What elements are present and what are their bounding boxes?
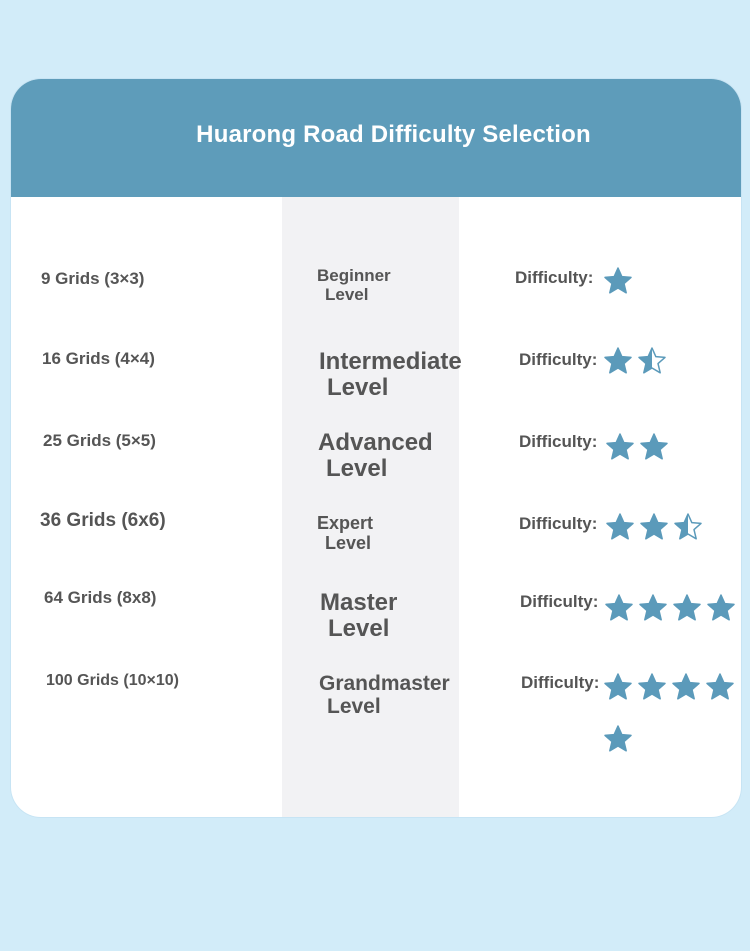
star-icon: [603, 724, 633, 754]
star-icon: [604, 593, 634, 623]
star-icon: [605, 512, 635, 542]
level-name-line1: Advanced: [318, 429, 433, 456]
level-name: [319, 672, 450, 718]
level-name-line1: Beginner: [317, 266, 391, 285]
star-icon: [605, 432, 635, 462]
page-title: Huarong Road Difficulty Selection: [196, 121, 591, 148]
level-name-line1: Grandmaster: [319, 672, 450, 695]
grid-size-label: 25 Grids (5×5): [43, 431, 156, 450]
star-icon: [639, 512, 669, 542]
level-name-line2: Level: [325, 532, 372, 553]
grid-size-label: 36 Grids (6x6): [40, 510, 166, 531]
difficulty-label: Difficulty:: [519, 432, 598, 451]
difficulty-label: Difficulty:: [521, 673, 600, 692]
star-icon: [639, 432, 669, 462]
half-star-icon: [637, 346, 667, 376]
level-name: [317, 514, 373, 554]
difficulty-label: Difficulty:: [519, 350, 598, 369]
level-name-line2: Level: [327, 695, 381, 719]
star-icon: [638, 593, 668, 623]
star-icon: [671, 672, 701, 702]
level-name-line2: Level: [327, 374, 389, 402]
difficulty-card: [11, 79, 741, 817]
difficulty-label: Difficulty:: [515, 268, 594, 287]
grid-size-label: 16 Grids (4×4): [42, 349, 155, 368]
card-header: [11, 79, 741, 197]
level-name-line1: Intermediate: [319, 348, 462, 375]
star-icon: [603, 346, 633, 376]
level-name: [317, 267, 391, 304]
level-name: [320, 590, 397, 643]
level-name: [319, 349, 462, 402]
grid-size-label: 9 Grids (3×3): [41, 269, 145, 288]
star-icon: [637, 672, 667, 702]
star-icon: [705, 672, 735, 702]
half-star-icon: [673, 512, 703, 542]
level-name-line2: Level: [325, 284, 369, 304]
star-icon: [603, 672, 633, 702]
grid-size-label: 100 Grids (10×10): [46, 672, 179, 689]
star-icon: [603, 266, 633, 296]
level-name-line2: Level: [328, 615, 390, 643]
star-icon: [672, 593, 702, 623]
level-name-line2: Level: [326, 455, 388, 483]
level-name: [318, 430, 433, 483]
difficulty-label: Difficulty:: [519, 514, 598, 533]
star-icon: [706, 593, 736, 623]
level-name-line1: Master: [320, 589, 398, 616]
difficulty-label: Difficulty:: [520, 592, 599, 611]
grid-size-label: 64 Grids (8x8): [44, 588, 157, 607]
level-name-line1: Expert: [317, 513, 374, 533]
